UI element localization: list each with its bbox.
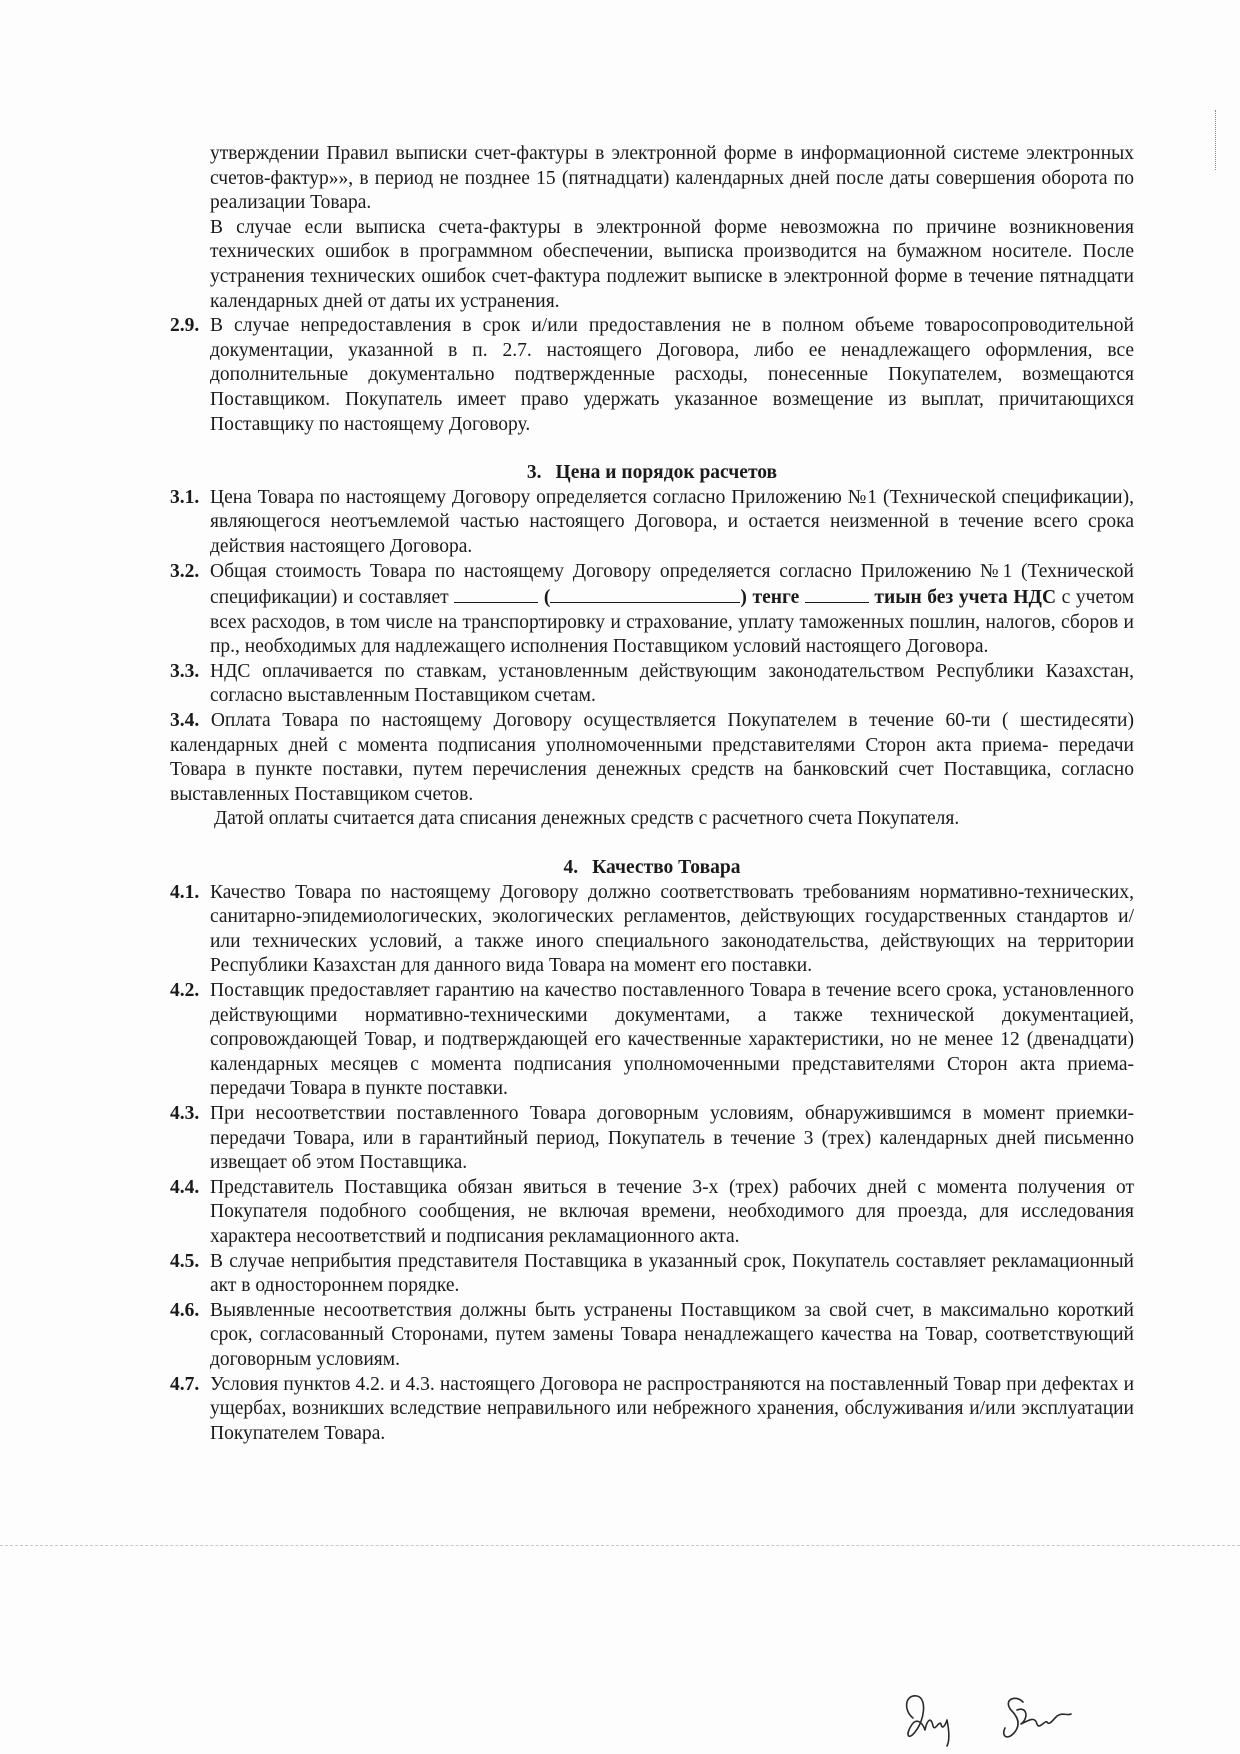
clause-text: Качество Товара по настоящему Договору должно соответствовать требованиям нормативно-технических, санитарно-эпидемиологических, экологических регламентов, действующих государственных стандартов и/или технических условий, а также иного специального законодательства, действующих на территории Республики Казахстан для данного вида Товара на момент его поставки. xyxy=(210,881,1134,977)
clause-3-2 xyxy=(170,560,1134,660)
clause-text: Поставщик предоставляет гарантию на качество поставленного Товара в течение всего срока, установленного действующими нормативно-техническими документами, а также технической документацией, сопровождающей Товар, и подтверждающей его качественные характеристики, но не менее 12 (двенадцати) календарных месяцев с момента подписания уполномоченными представителями Сторон акта приема-передачи Товара в пункте поставки. xyxy=(210,980,1134,1100)
signature-right xyxy=(1004,1698,1071,1737)
clause-text-b: с учетом всех расходов, в том числе на транспортировку и страхование, уплату таможенных пошлин, налогов, сборов и пр., необходимых для надлежащего исполнения Поставщиком условий настоящего Договора. xyxy=(210,587,1135,658)
section-number: 3. xyxy=(526,462,542,484)
handwritten-signatures xyxy=(895,1680,1095,1750)
clause-number: 4.7. xyxy=(170,1373,200,1395)
paren-open: ( xyxy=(543,587,551,609)
tiyn-blank xyxy=(805,584,869,603)
clause-text: Оплата Товара по настоящему Договору осуществляется Покупателем в течение 60-ти ( шестидесяти) календарных дней с момента подписания уполномоченными представителями Сторон акта приема- передачи Товара в пункте поставки, путем перечисления денежных средств на банковский счет Поставщика, согласно выставленных Поставщиком счетов. xyxy=(170,710,1134,805)
clause-text: НДС оплачивается по ставкам, установленным действующим законодательством Республики Казахстан, согласно выставленным Поставщиком счетам. xyxy=(210,660,1134,707)
clause-text: Представитель Поставщика обязан явиться в течение 3-х (трех) рабочих дней с момента получения от Покупателя подобного сообщения, не включая времени, необходимого для проезда, для исследования характера несоответствий и подписания рекламационного акта. xyxy=(210,1176,1134,1247)
clause-number: 4.6. xyxy=(170,1299,200,1321)
payment-date-note: Датой оплаты считается дата списания денежных средств с расчетного счета Покупателя. xyxy=(214,808,960,830)
paren-close: ) xyxy=(740,587,747,609)
clause-number: 4.4. xyxy=(170,1176,200,1198)
clause-number: 2.9. xyxy=(170,315,200,337)
clause-4-4 xyxy=(170,1176,1134,1250)
clause-4-5 xyxy=(170,1250,1134,1299)
contract-text xyxy=(170,142,1134,1446)
clause-number: 4.3. xyxy=(170,1102,200,1124)
currency-tenge: тенге xyxy=(752,587,800,609)
clause-4-2 xyxy=(170,979,1134,1102)
clause-3-4 xyxy=(170,709,1134,807)
scan-edge-mark xyxy=(1215,110,1218,170)
clause-4-1 xyxy=(170,881,1134,979)
amount-blank xyxy=(454,584,538,603)
clause-text: В случае непредоставления в срок и/или предоставления не в полном объеме товаросопроводительной документации, указанной в п. 2.7. настоящего Договора, либо ее ненадлежащего оформления, все дополнительные документально подтвержденные расходы, понесенные Покупателем, возмещаются Поставщиком. Покупатель имеет право удержать указанное возмещение из выплат, причитающихся Поставщику по настоящему Договору. xyxy=(210,315,1134,435)
clause-number: 3.4. xyxy=(170,710,200,732)
clause-4-6 xyxy=(170,1299,1134,1373)
section-number: 4. xyxy=(563,857,579,879)
clause-4-3 xyxy=(170,1102,1134,1176)
section-title: Качество Товара xyxy=(592,857,741,879)
clause-number: 3.1. xyxy=(170,486,200,508)
section-3-heading xyxy=(170,461,1134,486)
section-title: Цена и порядок расчетов xyxy=(555,462,778,484)
clause-text: Условия пунктов 4.2. и 4.3. настоящего Договора не распространяются на поставленный Товар при дефектах и ущербах, возникших вследствие неправильного или небрежного хранения, обслуживания и/или эксплуатации Покупателем Товара. xyxy=(210,1373,1134,1444)
clause-text: Цена Товара по настоящему Договору определяется согласно Приложению №1 (Технической спецификации), являющегося неотъемлемой частью настоящего Договора, и остается неизменной в течение всего срока действия настоящего Договора. xyxy=(210,486,1134,557)
clause-number: 4.2. xyxy=(170,980,200,1001)
clause-3-3 xyxy=(170,660,1134,709)
tiyn-vat-note: тиын без учета НДС xyxy=(874,587,1057,609)
clause-text-a: Общая стоимость Товара по настоящему Договору определяется согласно Приложению №1 (Технической спецификации) и составляет xyxy=(210,560,1134,609)
clause-text: В случае неприбытия представителя Поставщика в указанный срок, Покупатель составляет рекламационный акт в одностороннем порядке. xyxy=(210,1250,1134,1297)
clause-number: 4.5. xyxy=(170,1250,200,1272)
paragraph-continuation: утверждении Правил выписки счет-фактуры в электронной форме в информационной системе электронных счетов-фактур»», в период не позднее 15 (пятнадцати) календарных дней после даты совершения оборота по реализации Товара. xyxy=(210,143,1134,214)
clause-text: При несоответствии поставленного Товара договорным условиям, обнаружившимся в момент приемки-передачи Товара, или в гарантийный период, Покупатель в течение 3 (трех) календарных дней письменно извещает об этом Поставщика. xyxy=(210,1102,1134,1174)
paragraph-paper-invoice: В случае если выписка счета-фактуры в электронной форме невозможна по причине возникновения технических ошибок в программном обеспечении, выписка производится на бумажном носителе. После устранения технических ошибок счет-фактура подлежит выписке в электронной форме в течение пятнадцати календарных дней от даты их устранения. xyxy=(210,216,1134,312)
section-4-heading xyxy=(170,856,1134,881)
clause-4-7 xyxy=(170,1373,1134,1447)
continuation-block xyxy=(170,142,1134,314)
clause-3-1 xyxy=(170,486,1134,560)
clause-number: 4.1. xyxy=(170,881,200,903)
clause-text: Выявленные несоответствия должны быть устранены Поставщиком за свой счет, в максимально короткий срок, согласованный Сторонами, путем замены Товара ненадлежащего качества на Товар, соответствующий договорным условиям. xyxy=(210,1299,1134,1370)
clause-2-9 xyxy=(170,314,1134,437)
amount-words-blank xyxy=(550,584,740,603)
clause-number: 3.3. xyxy=(170,660,200,682)
clause-number: 3.2. xyxy=(170,560,200,582)
signature-left xyxy=(907,1696,949,1746)
scan-dashed-line xyxy=(0,1545,1240,1546)
